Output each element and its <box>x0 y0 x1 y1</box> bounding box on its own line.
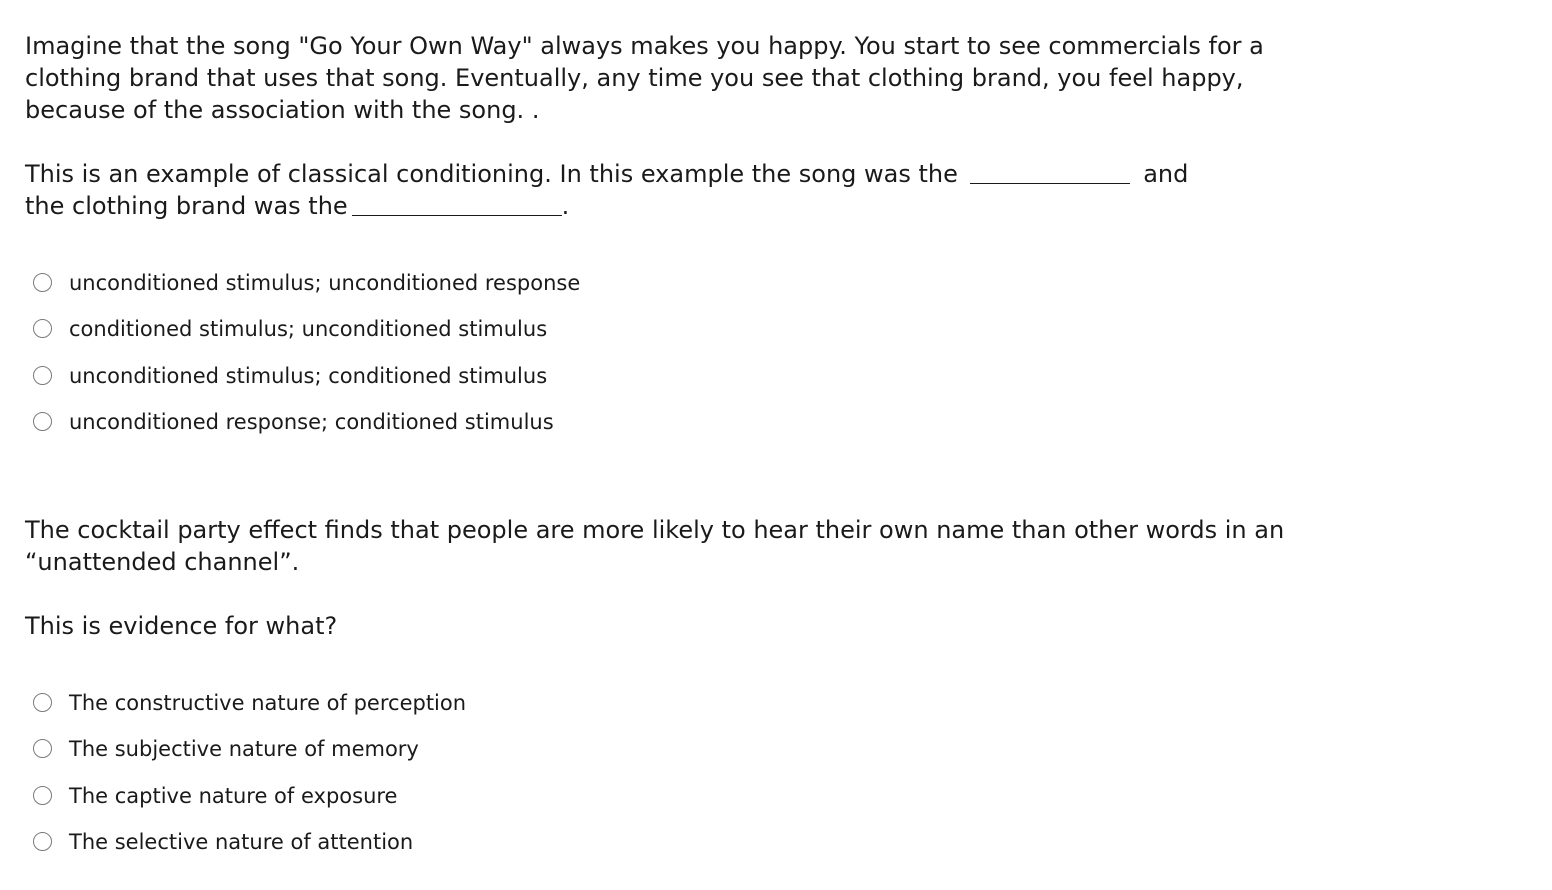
radio-button[interactable] <box>33 786 52 805</box>
question-2-options <box>33 686 466 871</box>
question-2 <box>25 514 1315 642</box>
option-label[interactable]: unconditioned stimulus; unconditioned response <box>69 271 581 295</box>
question-1-passage: Imagine that the song "Go Your Own Way" always makes you happy. You start to see commercials for a clothing brand that uses that song. Eventually, any time you see that clothing brand, you feel happy, because of the association with the song. . <box>25 32 1264 124</box>
option-label[interactable]: unconditioned response; conditioned stimulus <box>69 409 554 434</box>
question-2-option-2[interactable] <box>33 732 466 778</box>
option-label[interactable]: The selective nature of attention <box>69 829 414 854</box>
question-1-option-4[interactable] <box>33 405 580 451</box>
radio-button[interactable] <box>33 693 52 712</box>
question-1 <box>25 30 1315 222</box>
radio-button[interactable] <box>33 832 52 851</box>
radio-button[interactable] <box>33 739 52 758</box>
fill-in-blank-2 <box>352 191 562 216</box>
question-1-prompt-text-4: . <box>561 192 570 220</box>
option-label[interactable]: conditioned stimulus; unconditioned stimulus <box>69 317 548 342</box>
option-label[interactable]: The constructive nature of perception <box>69 691 467 715</box>
radio-button[interactable] <box>33 319 52 338</box>
option-label[interactable]: The subjective nature of memory <box>69 737 419 762</box>
question-2-prompt: This is evidence for what? <box>25 612 338 640</box>
option-label[interactable]: The captive nature of exposure <box>69 783 398 808</box>
question-1-prompt-text-1: This is an example of classical conditioning. In this example the song was the <box>25 160 958 188</box>
option-label[interactable]: unconditioned stimulus; conditioned stimulus <box>69 363 548 388</box>
question-2-option-3[interactable] <box>33 779 466 825</box>
fill-in-blank-1 <box>970 159 1130 184</box>
question-1-prompt-text-2: and <box>1143 160 1189 188</box>
radio-button[interactable] <box>33 273 52 292</box>
question-2-option-1[interactable] <box>33 686 466 732</box>
radio-button[interactable] <box>33 412 52 431</box>
question-1-prompt-text-3: the clothing brand was the <box>25 192 348 220</box>
question-2-passage: The cocktail party effect finds that people are more likely to hear their own name than other words in an “unattended channel”. <box>25 516 1285 576</box>
question-2-option-4[interactable] <box>33 825 466 871</box>
question-1-options <box>33 266 580 451</box>
radio-button[interactable] <box>33 366 52 385</box>
question-1-option-1[interactable] <box>33 266 580 312</box>
question-1-option-3[interactable] <box>33 359 580 405</box>
question-1-prompt <box>25 158 1315 222</box>
question-1-option-2[interactable] <box>33 312 580 358</box>
